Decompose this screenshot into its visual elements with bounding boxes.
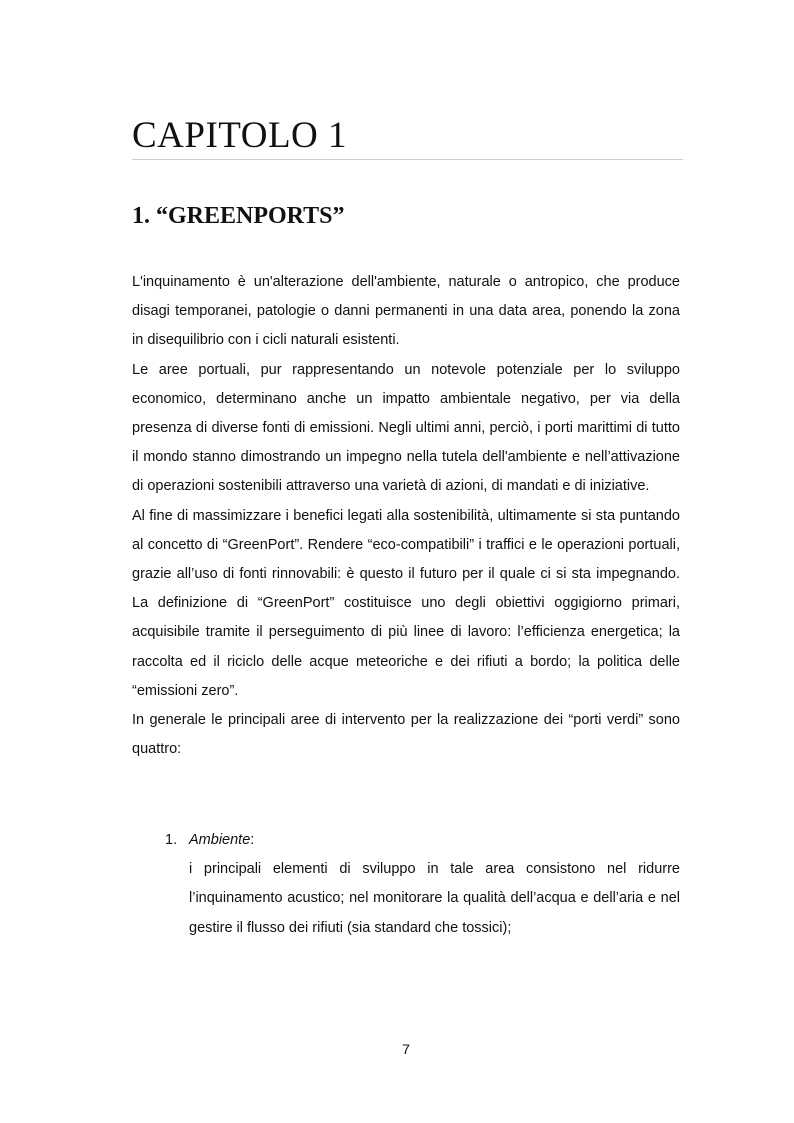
paragraph: Le aree portuali, pur rappresentando un notevole potenziale per lo sviluppo economico, determinano anche un impatto ambientale negativo, per via della presenza di diverse fonti di emissioni. Negli ultimi anni, perciò, i porti marittimi di tutto il mondo stanno dimostrando un impegno nella tutela dell'ambiente e nell’attivazione di operazioni sostenibili attraverso una varietà di azioni, di mandati e di iniziative. bbox=[132, 361, 680, 495]
page-number: 7 bbox=[402, 1041, 410, 1057]
list-item-separator: : bbox=[250, 832, 255, 848]
section-heading: 1. “GREENPORTS” bbox=[132, 203, 345, 229]
list-item-term: Ambiente bbox=[189, 832, 251, 848]
list-item-title bbox=[189, 826, 680, 855]
paragraph: L'inquinamento è un'alterazione dell'ambiente, naturale o antropico, che produce disagi temporanei, patologie o danni permanenti in una data area, ponendo la zona in disequilibrio con i cicli naturali esistenti. bbox=[132, 274, 680, 349]
paragraph: In generale le principali aree di intervento per la realizzazione dei “porti verdi” sono quattro: bbox=[132, 712, 680, 758]
chapter-divider bbox=[132, 159, 683, 160]
list-item-description: i principali elementi di sviluppo in tale area consistono nel ridurre l’inquinamento acustico; nel monitorare la qualità dell’acqua e dell’aria e nel gestire il flusso dei rifiuti (sia standard che tossici); bbox=[189, 861, 680, 936]
list-item bbox=[132, 826, 680, 943]
numbered-list bbox=[132, 826, 680, 943]
body-text bbox=[132, 268, 680, 764]
paragraph: Al fine di massimizzare i benefici legati alla sostenibilità, ultimamente si sta puntando al concetto di “GreenPort”. Rendere “eco-compatibili” i traffici e le operazioni portuali, grazie all’uso di fonti rinnovabili: è questo il futuro per il quale ci si sta impegnando. La definizione di “GreenPort” costituisce uno degli obiettivi oggigiorno primari, acquisibile tramite il perseguimento di più linee di lavoro: l’efficienza energetica; la raccolta ed il riciclo delle acque meteoriche e dei rifiuti a bordo; la politica delle “emissioni zero”. bbox=[132, 507, 680, 699]
chapter-title: CAPITOLO 1 bbox=[132, 115, 348, 156]
list-item-number: 1. bbox=[165, 832, 178, 848]
